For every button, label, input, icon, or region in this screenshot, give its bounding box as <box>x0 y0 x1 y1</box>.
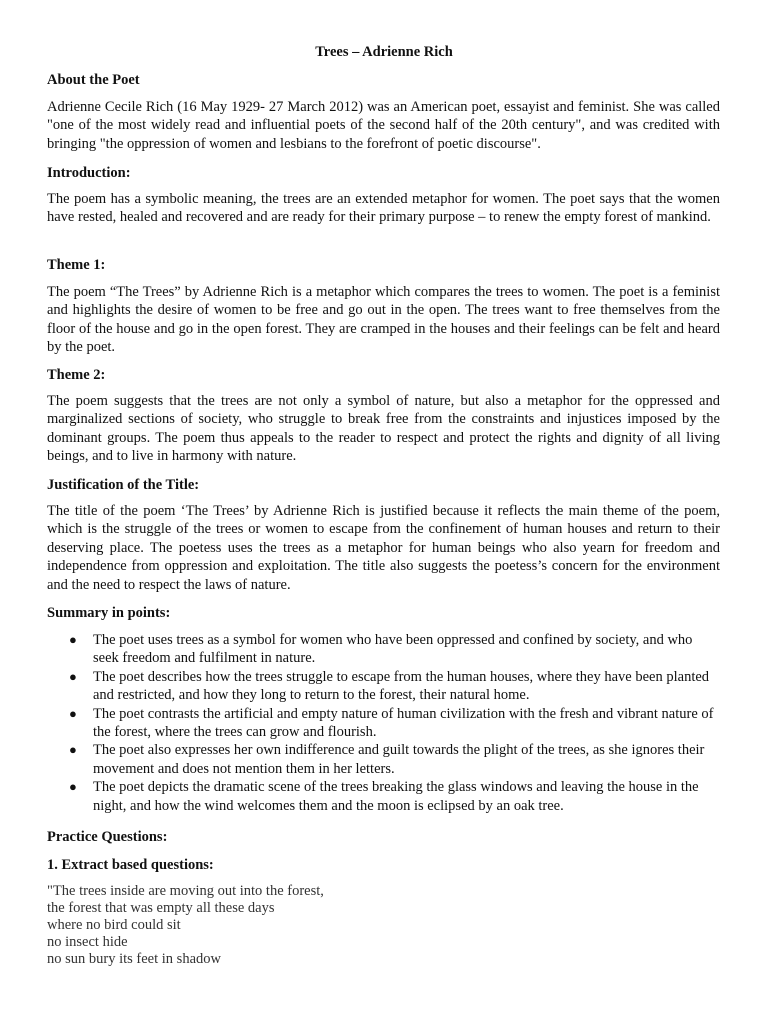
about-heading: About the Poet <box>47 72 140 88</box>
poem-line: where no bird could sit <box>47 917 181 933</box>
list-item <box>47 778 720 815</box>
summary-point-text: The poet uses trees as a symbol for women who have been oppressed and confined by society, and who seek freedom and fulfilment in nature. <box>93 632 693 667</box>
extract-heading: 1. Extract based questions: <box>47 857 214 873</box>
bullet-icon: ● <box>69 632 77 647</box>
summary-point-text: The poet describes how the trees struggle to escape from the human houses, where they have been planted and restricted, and how they long to return to the forest, their natural home. <box>93 668 710 704</box>
poem-extract <box>47 883 720 968</box>
list-item <box>47 705 720 742</box>
theme2-paragraph: The poem suggests that the trees are not only a symbol of nature, but also a metaphor for the oppressed and marginalized sections of society, who struggle to break free from the constraints and injustices imposed by the dominant groups. The poem thus appeals to the reader to respect and protect the rights and dignity of all living beings, and to live in harmony with nature. <box>47 393 720 465</box>
summary-list <box>47 631 720 815</box>
summary-point-text: The poet contrasts the artificial and empty nature of human civilization with the fresh and vibrant nature of the forest, where the trees can grow and flourish. <box>93 705 714 741</box>
poem-line: no sun bury its feet in shadow <box>47 951 221 967</box>
summary-point-text: The poet depicts the dramatic scene of the trees breaking the glass windows and leaving the house in the night, and how the wind welcomes them and the moon is eclipsed by an oak tree. <box>93 779 699 814</box>
practice-heading: Practice Questions: <box>47 829 168 845</box>
list-item <box>47 631 720 668</box>
poem-line: no insect hide <box>47 934 128 950</box>
list-item <box>47 741 720 778</box>
poem-line: "The trees inside are moving out into the forest, <box>47 883 324 899</box>
about-paragraph: Adrienne Cecile Rich (16 May 1929- 27 March 2012) was an American poet, essayist and feminist. She was called "one of the most widely read and influential poets of the second half of the 20th century", and was credited with bringing "the oppression of women and lesbians to the forefront of poetic discourse". <box>47 99 720 152</box>
theme1-paragraph: The poem “The Trees” by Adrienne Rich is a metaphor which compares the trees to women. The poet is a feminist and highlights the desire of women to be free and go out in the open. The trees want to free themselves from the floor of the house and go in the open forest. They are cramped in the houses and their feelings can be felt and heard by the poet. <box>47 284 720 356</box>
justification-paragraph: The title of the poem ‘The Trees’ by Adrienne Rich is justified because it reflects the main theme of the poem, which is the struggle of the trees or women to escape from the confinement of human houses and return to their deserving place. The poetess uses the trees as a metaphor for human beings who also yearn for freedom and independence from oppression and exploitation. The title also suggests the poetess’s concern for the environment and the need to respect the laws of nature. <box>47 503 720 593</box>
bullet-icon: ● <box>69 668 77 684</box>
poem-line: the forest that was empty all these days <box>47 900 275 916</box>
theme1-heading: Theme 1: <box>47 257 106 273</box>
bullet-icon: ● <box>69 742 77 758</box>
list-item <box>47 668 720 705</box>
introduction-paragraph: The poem has a symbolic meaning, the trees are an extended metaphor for women. The poet says that the women have rested, healed and recovered and are ready for their primary purpose – to renew the empty forest of mankind. <box>47 191 720 226</box>
summary-heading: Summary in points: <box>47 605 171 621</box>
document-title: Trees – Adrienne Rich <box>315 44 453 60</box>
theme2-heading: Theme 2: <box>47 367 106 383</box>
summary-point-text: The poet also expresses her own indifference and guilt towards the plight of the trees, as she ignores their movement and does not mention them in her letters. <box>93 742 705 777</box>
bullet-icon: ● <box>69 705 77 721</box>
justification-heading: Justification of the Title: <box>47 477 200 493</box>
bullet-icon: ● <box>69 779 77 795</box>
introduction-heading: Introduction: <box>47 165 131 181</box>
